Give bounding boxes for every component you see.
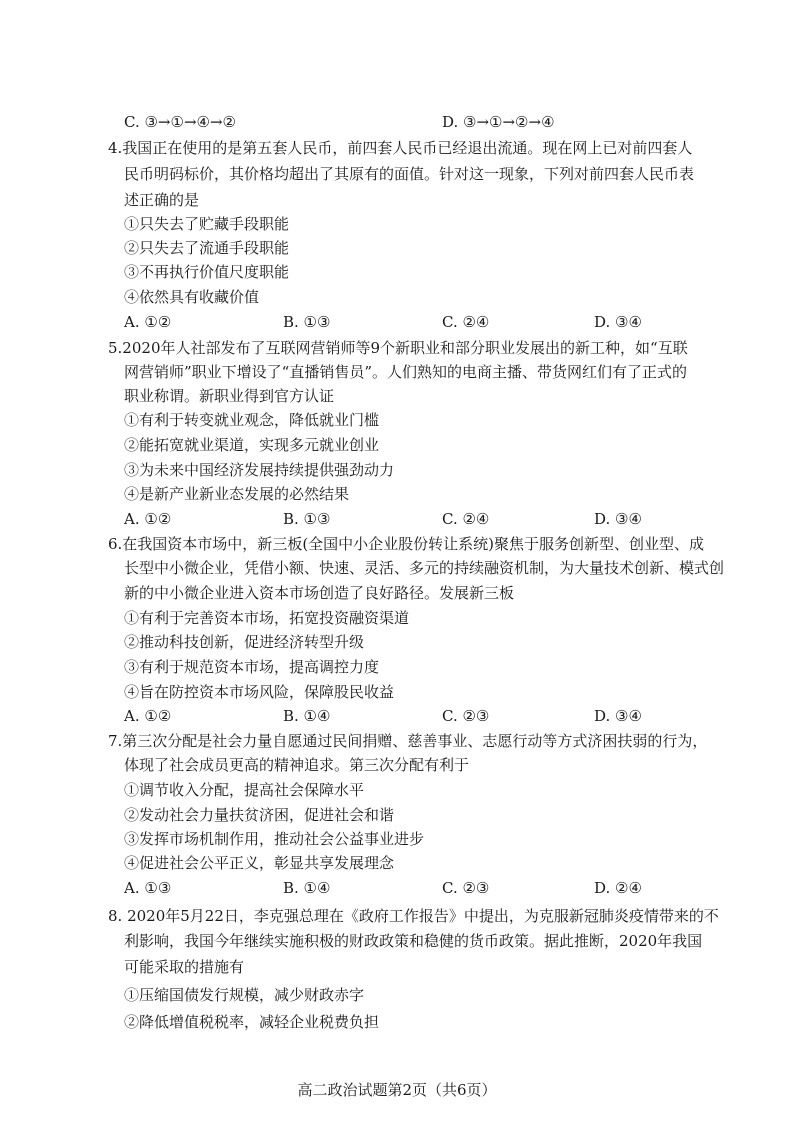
q6-stem-line-1: 6.在我国资本市场中，新三板(全国中小企业股份转让系统)聚焦于服务创新型、创业型、成 bbox=[108, 535, 705, 553]
q5-item-1: ①有利于转变就业观念，降低就业门槛 bbox=[124, 411, 380, 429]
q6-item-3: ③有利于规范资本市场，提高调控力度 bbox=[124, 658, 380, 676]
q8-stem-line-2: 利影响，我国今年继续实施积极的财政政策和稳健的货币政策。据此推断，2020年我国 bbox=[124, 932, 703, 950]
q5-stem-line-3: 职业称谓。新职业得到官方认证 bbox=[124, 387, 335, 405]
option-c: C. ③→①→④→② bbox=[124, 113, 236, 131]
q7-stem-line-1: 7.第三次分配是社会力量自愿通过民间捐赠、慈善事业、志愿行动等方式济困扶弱的行为， bbox=[108, 732, 708, 750]
q5-item-3: ③为未来中国经济发展持续提供强劲动力 bbox=[124, 461, 395, 479]
q4-stem-line-2: 民币明码标价，其价格均超出了其原有的面值。针对这一现象，下列对前四套人民币表 bbox=[124, 165, 695, 183]
q5-option-b: B. ①③ bbox=[283, 510, 331, 528]
q4-option-c: C. ②④ bbox=[442, 313, 490, 331]
q7-option-c: C. ②③ bbox=[442, 879, 490, 897]
q6-option-c: C. ②③ bbox=[442, 707, 490, 725]
q4-item-3: ③不再执行价值尺度职能 bbox=[124, 263, 290, 281]
q7-stem-line-2: 体现了社会成员更高的精神追求。第三次分配有利于 bbox=[124, 756, 470, 774]
q6-item-1: ①有利于完善资本市场，拓宽投资融资渠道 bbox=[124, 609, 410, 627]
option-d: D. ③→①→②→④ bbox=[442, 113, 555, 131]
q4-option-a: A. ①② bbox=[124, 313, 172, 331]
q5-option-c: C. ②④ bbox=[442, 510, 490, 528]
q8-item-2: ②降低增值税税率，减轻企业税费负担 bbox=[124, 1013, 380, 1031]
q6-option-a: A. ①② bbox=[124, 707, 172, 725]
q7-item-3: ③发挥市场机制作用，推动社会公益事业进步 bbox=[124, 830, 425, 848]
q7-option-b: B. ①④ bbox=[283, 879, 331, 897]
q5-option-a: A. ①② bbox=[124, 510, 172, 528]
q7-option-d: D. ②④ bbox=[594, 879, 642, 897]
q4-stem-line-1: 4.我国正在使用的是第五套人民币，前四套人民币已经退出流通。现在网上已对前四套人 bbox=[108, 139, 693, 157]
q6-option-b: B. ①④ bbox=[283, 707, 331, 725]
q4-item-4: ④依然具有收藏价值 bbox=[124, 288, 260, 306]
q4-item-1: ①只失去了贮藏手段职能 bbox=[124, 215, 290, 233]
q5-option-d: D. ③④ bbox=[594, 510, 642, 528]
q4-item-2: ②只失去了流通手段职能 bbox=[124, 239, 290, 257]
q8-stem-line-1: 8. 2020年5月22日，李克强总理在《政府工作报告》中提出，为克服新冠肺炎疫情带来的不 bbox=[108, 907, 719, 925]
q7-option-a: A. ①③ bbox=[124, 879, 172, 897]
q4-option-d: D. ③④ bbox=[594, 313, 642, 331]
q7-item-1: ①调节收入分配，提高社会保障水平 bbox=[124, 781, 365, 799]
q5-item-2: ②能拓宽就业渠道，实现多元就业创业 bbox=[124, 436, 380, 454]
q5-item-4: ④是新产业新业态发展的必然结果 bbox=[124, 485, 350, 503]
q6-item-2: ②推动科技创新，促进经济转型升级 bbox=[124, 633, 365, 651]
q7-item-4: ④促进社会公平正义，彰显共享发展理念 bbox=[124, 854, 395, 872]
q7-item-2: ②发动社会力量扶贫济困，促进社会和谐 bbox=[124, 806, 395, 824]
q4-stem-line-3: 述正确的是 bbox=[124, 191, 200, 209]
q6-stem-line-2: 长型中小微企业，凭借小额、快速、灵活、多元的持续融资机制，为大量技术创新、模式创 bbox=[124, 559, 725, 577]
q5-stem-line-1: 5.2020年人社部发布了互联网营销师等9个新职业和部分职业发展出的新工种，如“互联 bbox=[108, 339, 688, 357]
q6-item-4: ④旨在防控资本市场风险，保障股民收益 bbox=[124, 683, 395, 701]
q6-stem-line-3: 新的中小微企业进入资本市场创造了良好路径。发展新三板 bbox=[124, 584, 515, 602]
q6-option-d: D. ③④ bbox=[594, 707, 642, 725]
q8-item-1: ①压缩国债发行规模，减少财政赤字 bbox=[124, 986, 365, 1004]
q5-stem-line-2: 网营销师”职业下增设了“直播销售员”。人们熟知的电商主播、带货网红们有了正式的 bbox=[124, 363, 688, 381]
page-footer: 高二政治试题第2页（共6页） bbox=[297, 1081, 497, 1099]
q4-option-b: B. ①③ bbox=[283, 313, 331, 331]
q8-stem-line-3: 可能采取的措施有 bbox=[124, 958, 245, 976]
